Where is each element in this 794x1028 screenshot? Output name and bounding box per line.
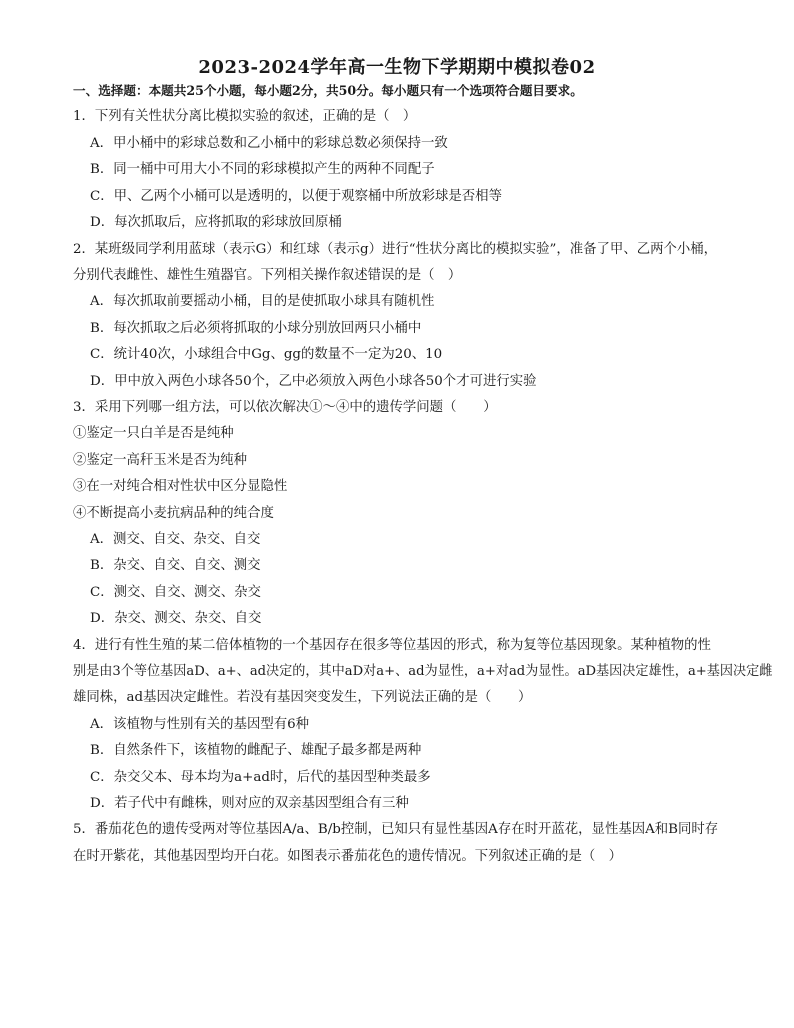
question-4-stem-line-1: 4．进行有性生殖的某二倍体植物的一个基因存在很多等位基因的形式，称为复等位基因现象。某种植物的性 <box>73 638 711 653</box>
question-2-option-c: C．统计40次，小球组合中Gg、gg的数量不一定为20、10 <box>90 347 443 362</box>
question-4-stem-line-2: 别是由3个等位基因aD、a+、ad决定的，其中aD对a+、ad为显性，a+对ad为显性。aD基因决定雄性，a+基因决定雌 <box>73 664 773 679</box>
question-3-stem: 3．采用下列哪一组方法，可以依次解决①～④中的遗传学问题（ ） <box>73 400 497 415</box>
question-3-option-d: D．杂交、测交、杂交、自交 <box>90 611 262 626</box>
question-4-option-d: D．若子代中有雌株，则对应的双亲基因型组合有三种 <box>90 796 409 811</box>
question-4-option-c: C．杂交父本、母本均为a+ad时，后代的基因型种类最多 <box>90 770 431 785</box>
question-4-option-b: B．自然条件下，该植物的雌配子、雄配子最多都是两种 <box>90 743 422 758</box>
question-3-item-3: ③在一对纯合相对性状中区分显隐性 <box>73 479 288 494</box>
question-2-option-d: D．甲中放入两色小球各50个，乙中必须放入两色小球各50个才可进行实验 <box>90 374 537 389</box>
question-3-option-c: C．测交、自交、测交、杂交 <box>90 585 261 600</box>
question-3-option-a: A．测交、自交、杂交、自交 <box>90 532 261 547</box>
question-2-option-a: A．每次抓取前要摇动小桶，目的是使抓取小球具有随机性 <box>90 294 435 309</box>
section-heading: 一、选择题：本题共25个小题，每小题2分，共50分。每小题只有一个选项符合题目要求。 <box>73 83 583 98</box>
question-5-stem-line-1: 5．番茄花色的遗传受两对等位基因A/a、B/b控制，已知只有显性基因A存在时开蓝花，显性基因A和B同时存 <box>73 822 719 837</box>
question-1-option-b: B．同一桶中可用大小不同的彩球模拟产生的两种不同配子 <box>90 162 435 177</box>
question-2-stem-line-2: 分别代表雌性、雄性生殖器官。下列相关操作叙述错误的是（ ） <box>73 268 462 283</box>
question-3-item-2: ②鉴定一高秆玉米是否为纯种 <box>73 453 248 468</box>
question-2-option-b: B．每次抓取之后必须将抓取的小球分别放回两只小桶中 <box>90 321 422 336</box>
question-1-option-c: C．甲、乙两个小桶可以是透明的，以便于观察桶中所放彩球是否相等 <box>90 189 502 204</box>
question-1-stem: 1．下列有关性状分离比模拟实验的叙述，正确的是（ ） <box>73 109 417 124</box>
question-3-item-4: ④不断提高小麦抗病品种的纯合度 <box>73 506 274 521</box>
question-3-item-1: ①鉴定一只白羊是否是纯种 <box>73 426 234 441</box>
question-4-option-a: A．该植物与性别有关的基因型有6种 <box>90 717 310 732</box>
question-1-option-d: D．每次抓取后，应将抓取的彩球放回原桶 <box>90 215 342 230</box>
question-1-option-a: A．甲小桶中的彩球总数和乙小桶中的彩球总数必须保持一致 <box>90 136 448 151</box>
question-3-option-b: B．杂交、自交、自交、测交 <box>90 558 261 573</box>
question-2-stem-line-1: 2．某班级同学利用蓝球（表示G）和红球（表示g）进行“性状分离比的模拟实验”，准备了甲、乙两个小桶， <box>73 242 718 257</box>
question-4-stem-line-3: 雄同株，ad基因决定雌性。若没有基因突变发生，下列说法正确的是（ ） <box>73 690 532 705</box>
question-5-stem-line-2: 在时开紫花，其他基因型均开白花。如图表示番茄花色的遗传情况。下列叙述正确的是（ ） <box>73 849 623 864</box>
page-title: 2023-2024学年高一生物下学期期中模拟卷02 <box>198 57 596 78</box>
